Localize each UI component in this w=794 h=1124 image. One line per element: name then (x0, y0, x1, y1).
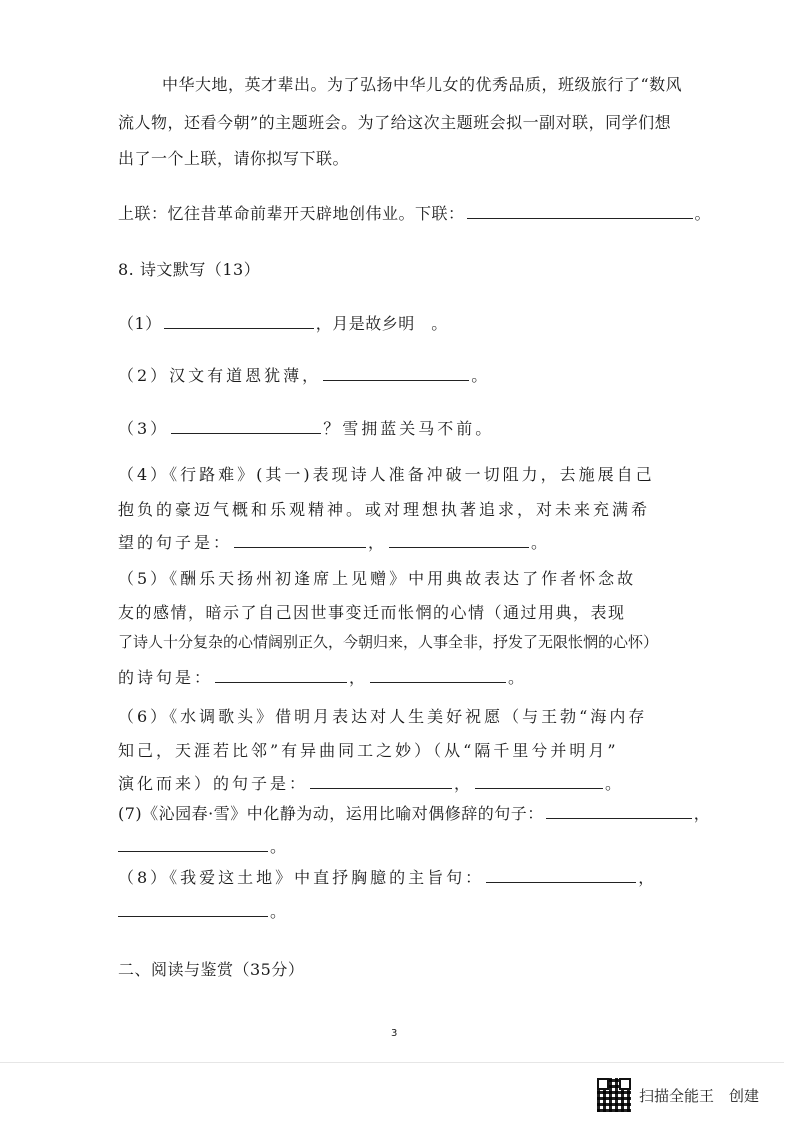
item-2-text: （2）汉文有道恩犹薄， (118, 366, 322, 385)
item-8-blank-2[interactable] (118, 902, 268, 917)
item-6-lead: 演化而来）的句子是： (118, 774, 309, 793)
item-7-line-2 (118, 834, 287, 857)
watermark-text: 扫描全能王 创建 (639, 1086, 760, 1105)
item-2-end: 。 (471, 366, 491, 385)
item-5-line-1: （5）《酬乐天扬州初逢席上见赠》中用典故表达了作者怀念故 (118, 569, 637, 588)
item-6-blank-1[interactable] (310, 774, 452, 789)
item-5-line-4 (118, 665, 527, 688)
item-8-blank-1[interactable] (486, 868, 636, 883)
item-1 (118, 311, 448, 334)
section-2-title: 二、阅读与鉴赏（35分） (118, 960, 305, 979)
item-7-text: (7)《沁园春·雪》中化静为动，运用比喻对偶修辞的句子： (118, 804, 544, 823)
item-5-blank-1[interactable] (215, 668, 347, 683)
item-6-blank-2[interactable] (475, 774, 603, 789)
intro-line-2: 流人物，还看今朝”的主题班会。为了给这次主题班会拟一副对联，同学们想 (118, 113, 672, 132)
item-4-line-1: （4）《行路难》(其一)表现诗人准备冲破一切阻力，去施展自己 (118, 465, 655, 484)
item-7-line-1 (118, 801, 710, 824)
item-8-line-2 (118, 899, 287, 922)
intro-line-3: 出了一个上联，请你拟写下联。 (118, 149, 350, 168)
scanner-watermark (597, 1078, 759, 1112)
item-4-line-2: 抱负的豪迈气概和乐观精神。或对理想执著追求，对未来充满希 (118, 500, 651, 519)
item-5-comma: ， (349, 668, 369, 687)
item-4-lead: 望的句子是： (118, 533, 233, 552)
item-2-blank[interactable] (323, 366, 469, 381)
item-1-text: ，月是故乡明 。 (315, 314, 448, 333)
page-number: 3 (391, 1028, 398, 1039)
item-4-end: 。 (531, 533, 551, 552)
couplet-answer-blank[interactable] (467, 204, 693, 219)
couplet-upper: 上联：忆往昔革命前辈开天辟地创伟业。下联： (118, 204, 465, 223)
item-1-blank[interactable] (164, 314, 314, 329)
item-7-end: 。 (270, 837, 287, 856)
couplet-end: 。 (694, 204, 712, 223)
page-bottom-rule (0, 1062, 784, 1063)
item-6-line-3 (118, 771, 624, 794)
item-2 (118, 363, 490, 386)
item-5-end: 。 (508, 668, 528, 687)
item-8-line-1 (118, 865, 657, 888)
item-4-blank-2[interactable] (389, 533, 529, 548)
item-4-comma: ， (368, 533, 388, 552)
item-8-end: 。 (270, 902, 287, 921)
item-3-text: ？雪拥蓝关马不前。 (323, 419, 495, 438)
item-3-blank[interactable] (171, 419, 321, 434)
item-4-line-3 (118, 530, 550, 553)
item-6-line-2: 知己，天涯若比邻”有异曲同工之妙）（从“隔千里兮并明月” (118, 741, 619, 760)
item-6-comma: ， (454, 774, 474, 793)
item-7-blank-2[interactable] (118, 837, 268, 852)
item-5-lead: 的诗句是： (118, 668, 214, 687)
item-5-blank-2[interactable] (370, 668, 506, 683)
couplet-row (118, 201, 711, 224)
item-8-text: （8）《我爱这土地》中直抒胸臆的主旨句： (118, 868, 485, 887)
question-8-title: 8. 诗文默写（13） (118, 260, 261, 279)
item-5-line-2: 友的感情，暗示了自己因世事变迁而怅惘的心情（通过用典，表现 (118, 603, 626, 622)
item-4-blank-1[interactable] (234, 533, 366, 548)
item-3-number: （3） (118, 419, 170, 438)
intro-line-1: 中华大地，英才辈出。为了弘扬中华儿女的优秀品质，班级旅行了“数风 (162, 75, 683, 94)
item-5-line-3: 了诗人十分复杂的心情阔别正久，今朝归来，人事全非，抒发了无限怅惘的心怀） (118, 633, 659, 651)
item-6-end: 。 (605, 774, 625, 793)
item-3 (118, 416, 494, 439)
qr-code-icon (597, 1078, 631, 1112)
item-7-blank-1[interactable] (546, 804, 692, 819)
item-7-comma: ， (693, 804, 711, 823)
item-1-number: （1） (118, 314, 162, 333)
item-8-comma: ， (638, 868, 658, 887)
item-6-line-1: （6）《水调歌头》借明月表达对人生美好祝愿（与王勃“海内存 (118, 707, 648, 726)
